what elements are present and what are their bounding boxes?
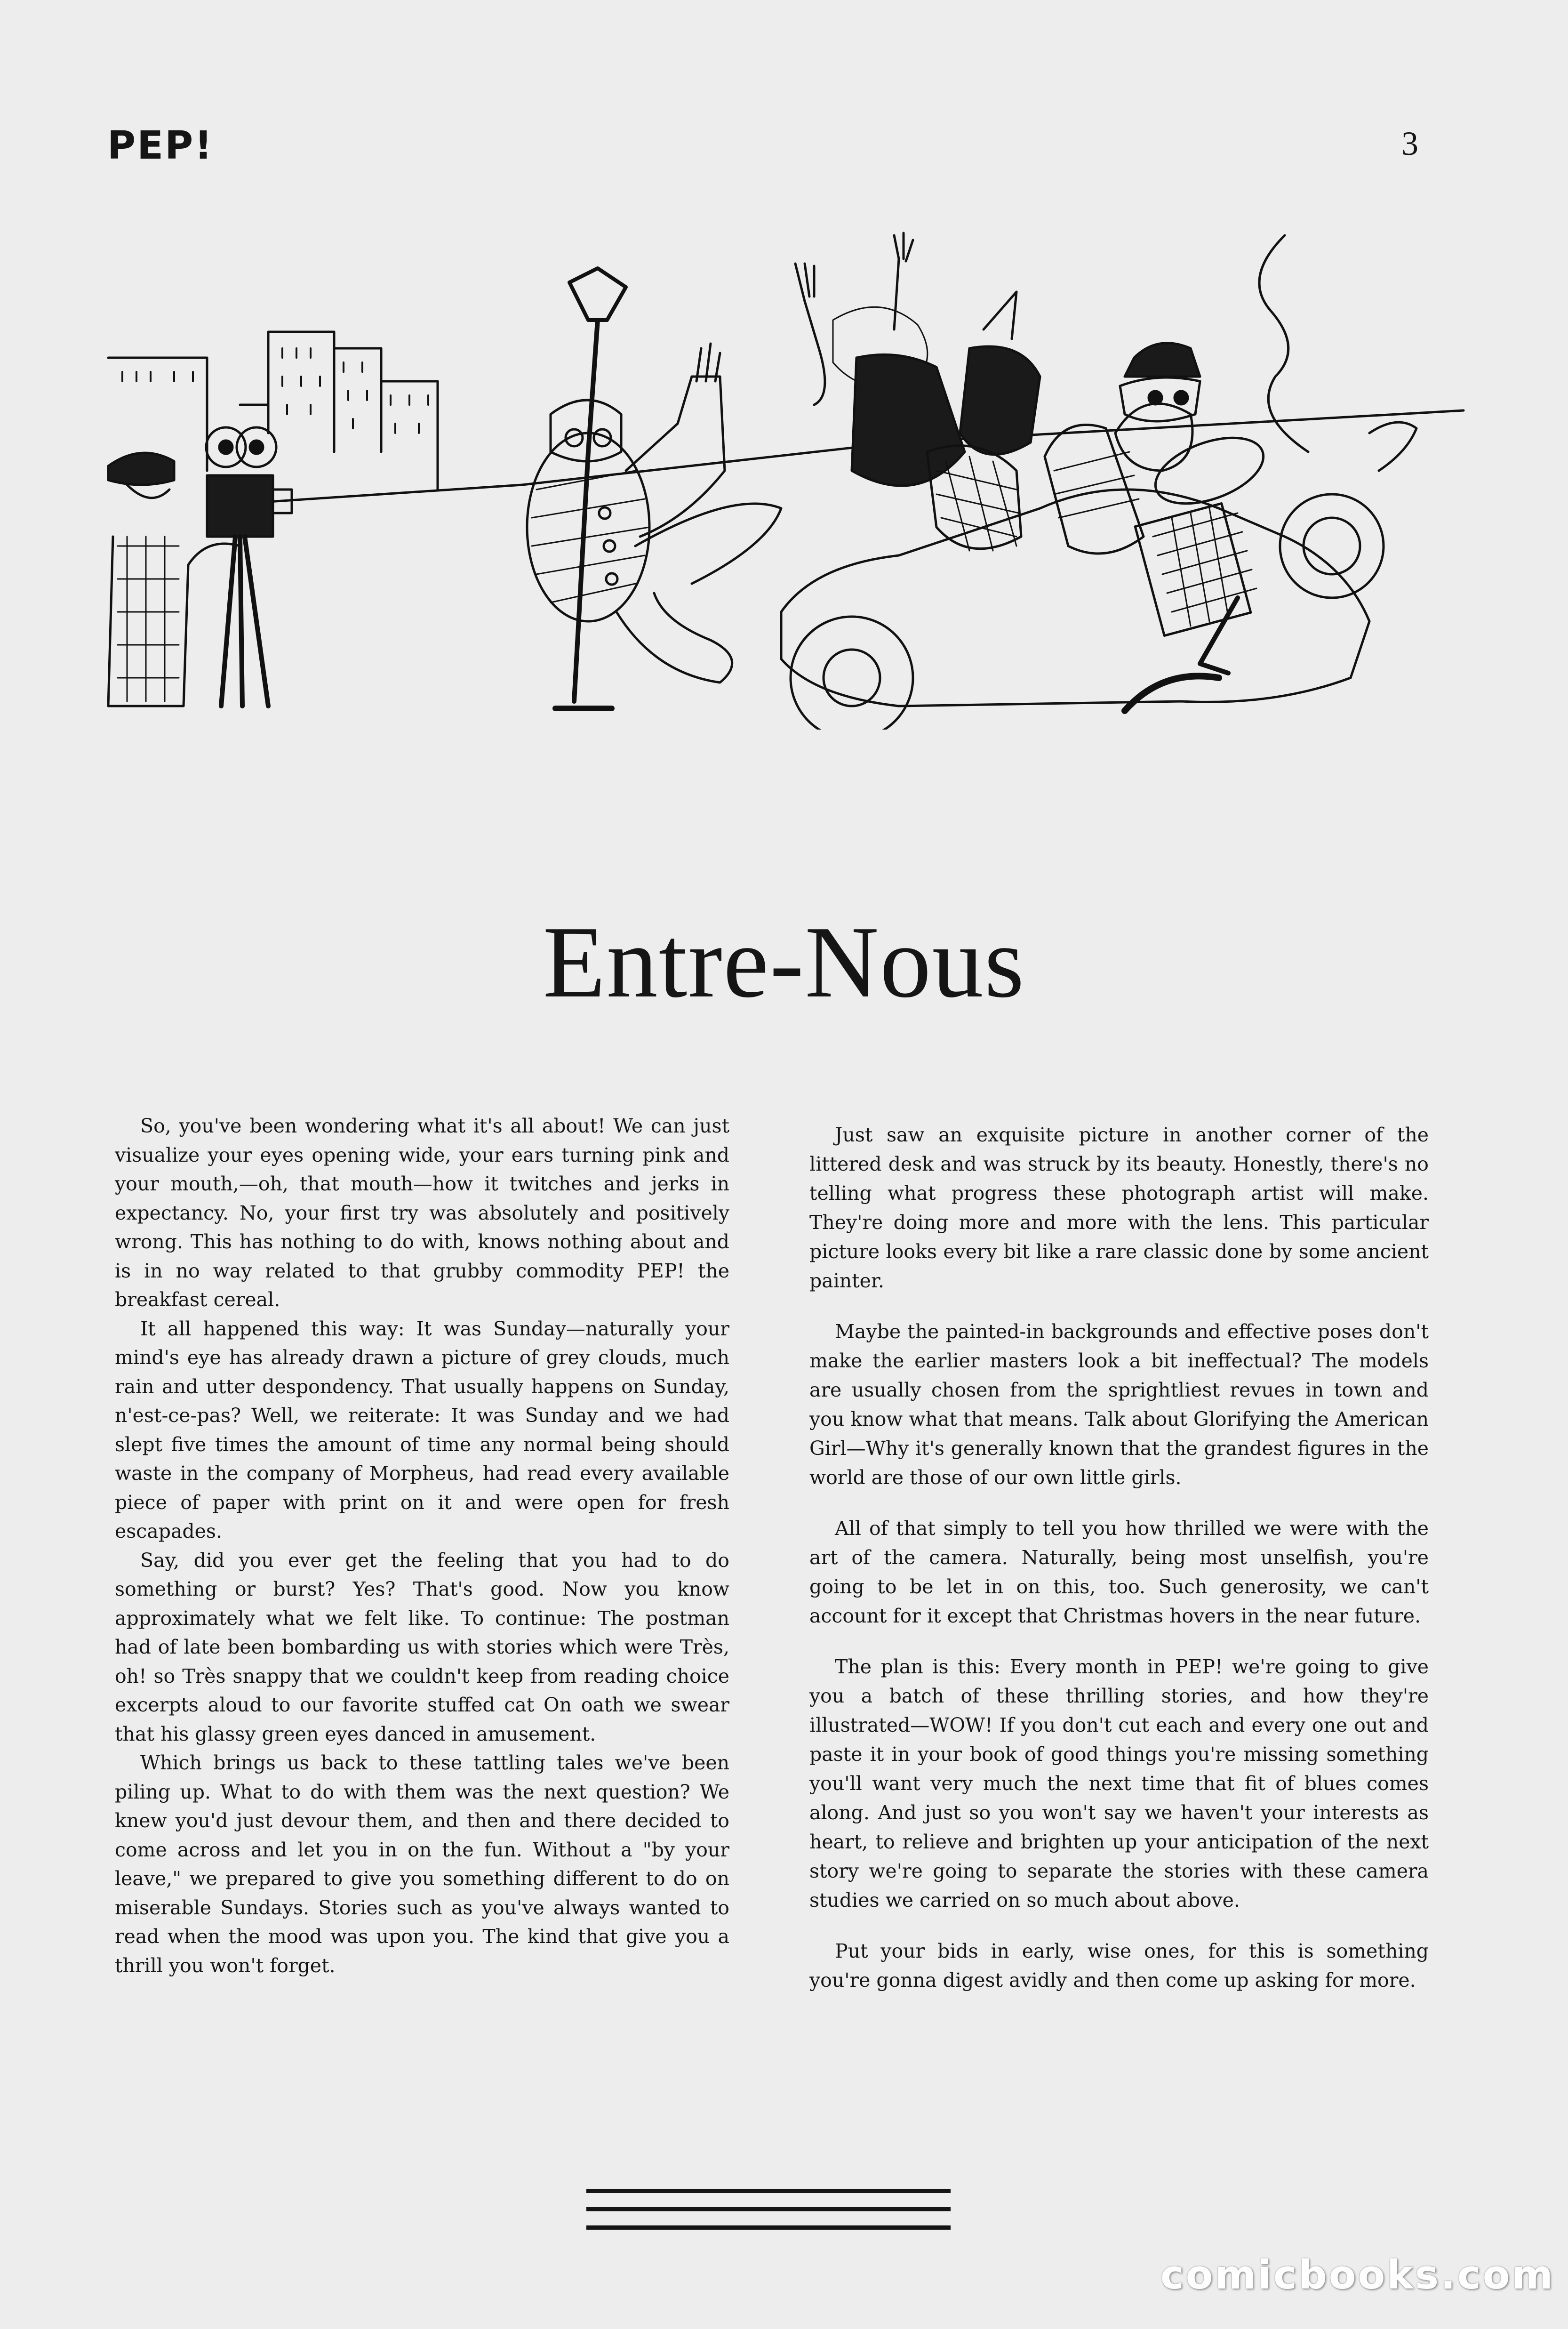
right-paragraph-1: Just saw an exquisite picture in another corner of the littered desk and was struck by its beauty. Honestly, there's no telling what progress these photograph artist will make. They're doing more and more with the lens. This particular picture looks every bit like a rare classic done by some ancient painter. bbox=[809, 1124, 1429, 1292]
left-paragraph-3: Say, did you ever get the feeling that you had to do something or burst? Yes? That's good. Now you know approximately what we felt like. To continue: The postman had of late been bombarding us with stories which were Très, oh! so Très snappy that we couldn't keep from reading choice excerpts aloud to our favorite stuffed cat On oath we swear that his glassy green eyes danced in amusement. bbox=[115, 1549, 729, 1745]
right-paragraph-3: All of that simply to tell you how thrilled we were with the art of the camera. Naturally, being most unselfish, you're going to be let in on this, too. Such generosity, we can't account for it except that Christmas hovers in the near future. bbox=[809, 1517, 1429, 1627]
article-column-left bbox=[115, 1112, 729, 1980]
left-paragraph-1: So, you've been wondering what it's all about! We can just visualize your eyes opening wide, your ears turning pink and your mouth,—oh, that mouth—how it twitches and jerks in expectancy. No, your first try was absolutely and positively wrong. This has nothing to do with, knows nothing about and is in no way related to that grubby commodity PEP! the breakfast cereal. bbox=[115, 1115, 729, 1311]
article-column-right bbox=[809, 1120, 1429, 2016]
driver-figure bbox=[1045, 343, 1272, 554]
lamppost bbox=[555, 268, 626, 708]
left-paragraph-4: Which brings us back to these tattling tales we've been piling up. What to do with them was the next question? We knew you'd just devour them, and then and there decided to come across and let you in on the fun. Without a "by your leave," we prepared to give you something different to do on miserable Sundays. Stories such as you've always wanted to read when the mood was upon you. The kind that give you a thrill you won't forget. bbox=[115, 1751, 729, 1977]
page-number: 3 bbox=[1401, 125, 1418, 162]
closing-rule bbox=[586, 2189, 951, 2193]
closing-rule bbox=[586, 2225, 951, 2230]
right-paragraph-5: Put your bids in early, wise ones, for this is something you're gonna digest avidly and then come up asking for more. bbox=[809, 1940, 1429, 1992]
right-paragraph-4: The plan is this: Every month in PEP! we're going to give you a batch of these thrilling stories, and how they're illustrated—WOW! If you don't cut each and every one out and paste it in your book of good things you're missing something you'll want very much the next time that fit of blues comes along. And just so you won't say we haven't your interests as heart, to relieve and brighten up your anticipation of the next story we're going to separate the stories with these camera studies we carried on so much about above. bbox=[809, 1655, 1429, 1911]
closing-rules bbox=[586, 2189, 951, 2244]
right-paragraph-2: Maybe the painted-in backgrounds and effective poses don't make the earlier masters look a bit ineffectual? The models are usually chosen from the sprightliest revues in town and you know what that means. Talk about Glorifying the American Girl—Why it's generally known that the grandest figures in the world are those of our own little girls. bbox=[809, 1320, 1429, 1489]
header-illustration bbox=[99, 207, 1468, 730]
magazine-masthead: PEP! bbox=[107, 123, 214, 168]
closing-rule bbox=[586, 2207, 951, 2211]
flapper-women bbox=[795, 233, 1040, 551]
site-watermark: comicbooks.com bbox=[1160, 2252, 1555, 2298]
article-title: Entre-Nous bbox=[543, 906, 1025, 1019]
cameraman-figure bbox=[108, 427, 292, 706]
portly-man-figure bbox=[527, 344, 781, 683]
left-paragraph-2: It all happened this way: It was Sunday—naturally your mind's eye has already drawn a picture of grey clouds, much rain and utter despondency. That usually happens on Sunday, n'est-ce-pas? Well, we reiterate: It was Sunday and we had slept five times the amount of time any normal being should waste in the company of Morpheus, had read every available piece of paper with print on it and were open for fresh escapades. bbox=[115, 1317, 729, 1542]
